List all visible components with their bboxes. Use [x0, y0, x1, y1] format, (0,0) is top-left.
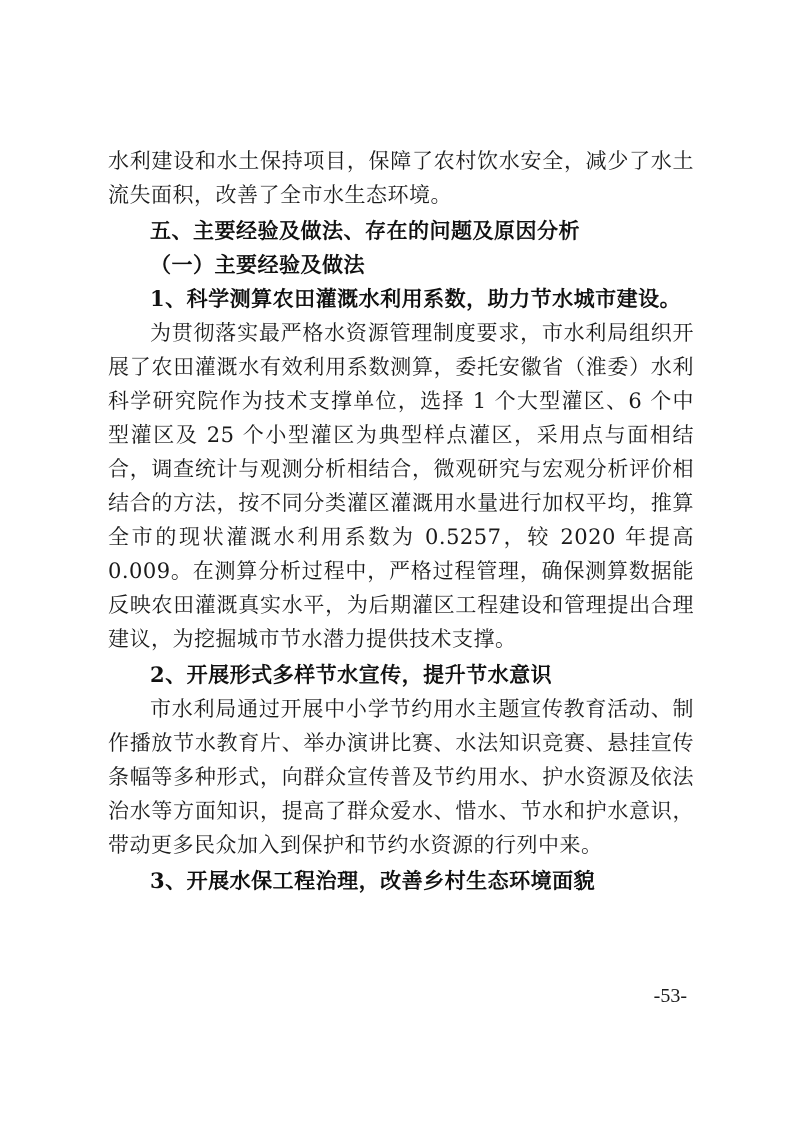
item-heading-3: 3、开展水保工程治理，改善乡村生态环境面貌	[150, 868, 596, 893]
document-body	[108, 144, 694, 898]
subsection-heading-one: （一）主要经验及做法	[150, 252, 365, 277]
paragraph-irrigation: 为贯彻落实最严格水资源管理制度要求，市水利局组织开展了农田灌溉水有效利用系数测算，委托安徽省（淮委）水利科学研究院作为技术支撑单位，选择 1 个大型灌区、6 个中型灌区及 25 个小型灌区为典型样点灌区，采用点与面相结合，调查统计与观测分析相结合，微观研究与宏观分析评价相结合的方法，按不同分类灌区灌溉用水量进行加权平均，推算全市的现状灌溉水利用系数为 0.5257，较 2020 年提高 0.009。在测算分析过程中，严格过程管理，确保测算数据能反映农田灌溉真实水平，为后期灌区工程建设和管理提出合理建议，为挖掘城市节水潜力提供技术支撑。	[108, 321, 694, 651]
section-heading-five: 五、主要经验及做法、存在的问题及原因分析	[150, 218, 580, 243]
page-number: -53-	[653, 985, 687, 1007]
item-heading-1: 1、科学测算农田灌溉水利用系数，助力节水城市建设。	[150, 286, 682, 311]
paragraph-publicity: 市水利局通过开展中小学节约用水主题宣传教育活动、制作播放节水教育片、举办演讲比赛、水法知识竞赛、悬挂宣传条幅等多种形式，向群众宣传普及节约用水、护水资源及依法治水等方面知识，提高了群众爱水、惜水、节水和护水意识，带动更多民众加入到保护和节约水资源的行列中来。	[108, 697, 694, 857]
paragraph-continuation: 水利建设和水土保持项目，保障了农村饮水安全，减少了水土流失面积，改善了全市水生态环境。	[108, 149, 694, 207]
item-heading-2: 2、开展形式多样节水宣传，提升节水意识	[150, 662, 553, 687]
